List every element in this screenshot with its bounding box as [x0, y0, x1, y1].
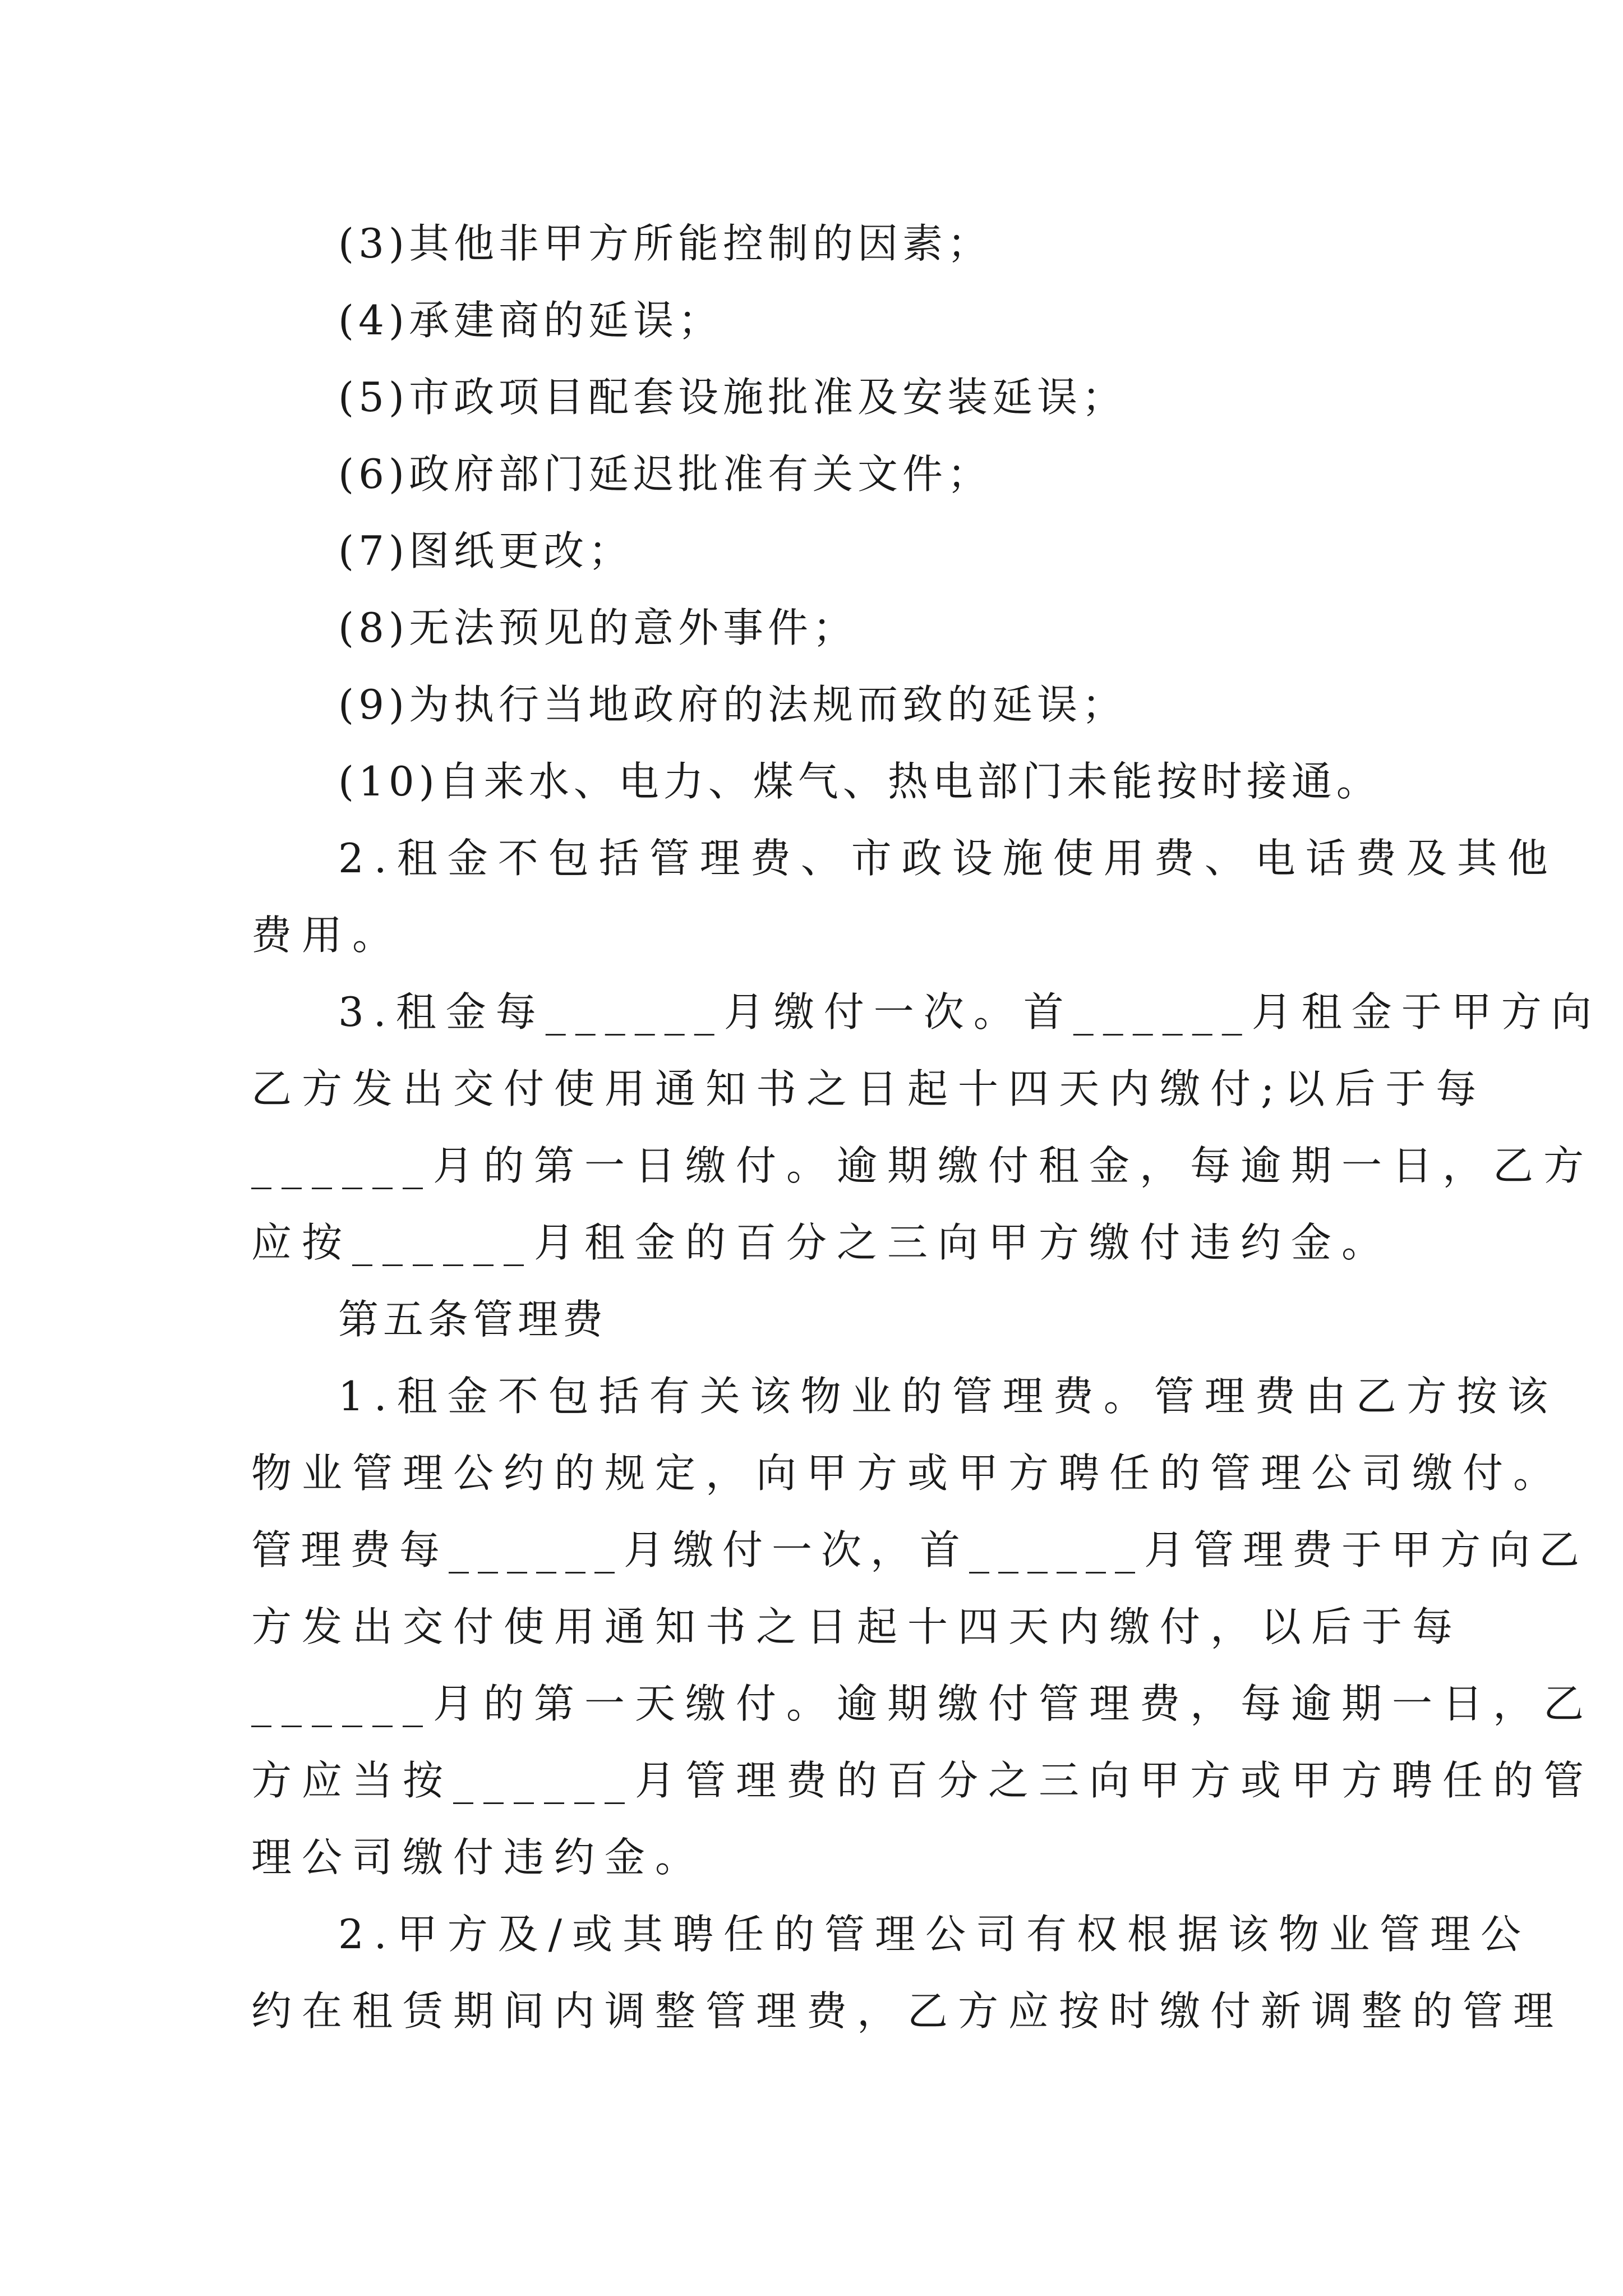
list-item-6: (6)政府部门延迟批准有关文件； — [338, 450, 992, 498]
list-item-10: (10)自来水、电力、煤气、热电部门未能按时接通。 — [338, 758, 1381, 805]
paragraph-5-1-line-6: 方应当按______月管理费的百分之三向甲方或甲方聘任的管 — [251, 1757, 1594, 1804]
paragraph-5-1-line-1: 1.租金不包括有关该物业的管理费。管理费由乙方按该 — [338, 1373, 1558, 1420]
paragraph-3-line-3: ______月的第一日缴付。逾期缴付租金，每逾期一日，乙方 — [251, 1142, 1594, 1189]
paragraph-2-line-1: 2.租金不包括管理费、市政设施使用费、电话费及其他 — [338, 835, 1558, 882]
list-item-5: (5)市政项目配套设施批准及安装延误； — [338, 374, 1127, 421]
paragraph-2-line-2: 费用。 — [251, 912, 403, 959]
paragraph-5-1-line-3: 管理费每______月缴付一次，首______月管理费于甲方向乙 — [251, 1526, 1589, 1573]
list-item-8: (8)无法预见的意外事件； — [338, 604, 857, 651]
list-item-7: (7)图纸更改； — [338, 527, 633, 574]
paragraph-5-1-line-7: 理公司缴付违约金。 — [251, 1834, 706, 1881]
section-heading: 第五条管理费 — [338, 1296, 608, 1343]
paragraph-5-1-line-5: ______月的第一天缴付。逾期缴付管理费，每逾期一日，乙 — [251, 1680, 1594, 1727]
list-item-3: (3)其他非甲方所能控制的因素； — [338, 220, 992, 267]
paragraph-3-line-1: 3.租金每______月缴付一次。首______月租金于甲方向 — [338, 988, 1601, 1036]
paragraph-5-2-line-2: 约在租赁期间内调整管理费，乙方应按时缴付新调整的管理 — [251, 1987, 1564, 2035]
list-item-9: (9)为执行当地政府的法规而致的延误； — [338, 681, 1127, 728]
paragraph-3-line-4: 应按______月租金的百分之三向甲方缴付违约金。 — [251, 1219, 1393, 1266]
paragraph-5-1-line-4: 方发出交付使用通知书之日起十四天内缴付，以后于每 — [251, 1603, 1463, 1650]
paragraph-5-2-line-1: 2.甲方及/或其聘任的管理公司有权根据该物业管理公 — [338, 1911, 1531, 1958]
list-item-4: (4)承建商的延误； — [338, 297, 723, 344]
paragraph-3-line-2: 乙方发出交付使用通知书之日起十四天内缴付;以后于每 — [251, 1065, 1487, 1112]
paragraph-5-1-line-2: 物业管理公约的规定，向甲方或甲方聘任的管理公司缴付。 — [251, 1450, 1564, 1497]
